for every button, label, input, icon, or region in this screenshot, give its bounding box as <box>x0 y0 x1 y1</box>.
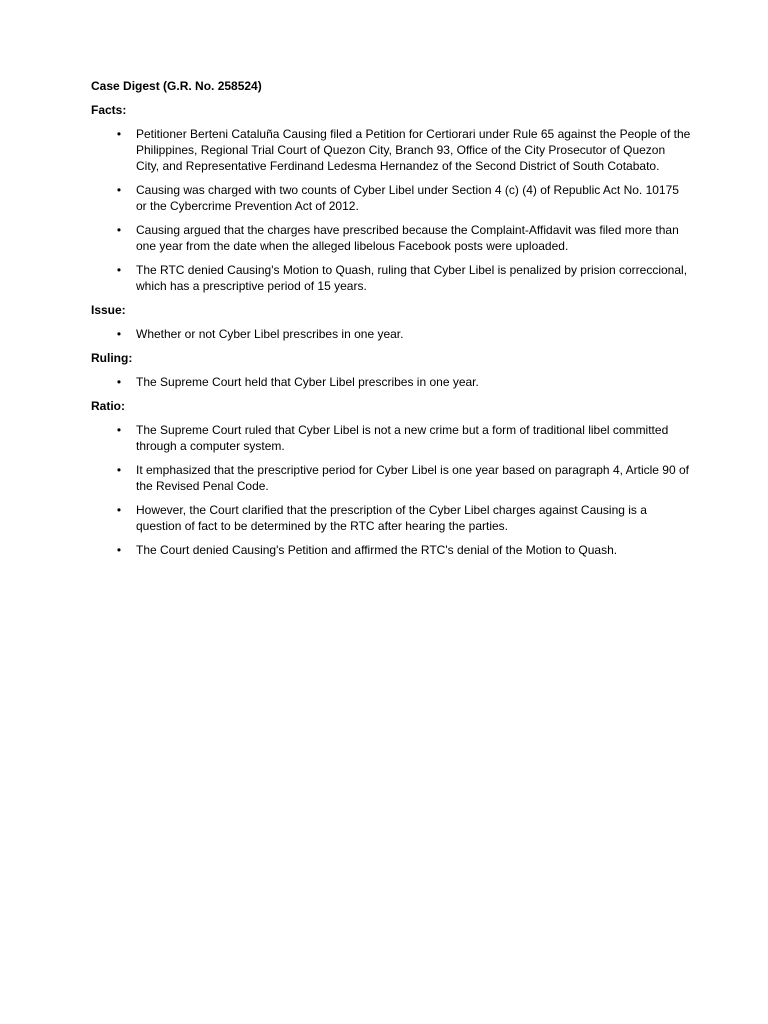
bullet-list <box>91 126 691 294</box>
list-item <box>91 502 691 534</box>
list-item <box>91 222 691 254</box>
section-ratio <box>91 398 691 558</box>
bullet-icon: • <box>116 327 122 341</box>
bullet-icon: • <box>116 423 122 437</box>
list-item <box>91 126 691 174</box>
bullet-list <box>91 422 691 558</box>
bullet-icon: • <box>116 183 122 197</box>
bullet-list <box>91 326 691 342</box>
section-issue <box>91 302 691 342</box>
list-item-text: However, the Court clarified that the prescription of the Cyber Libel charges against Causing is a question of fact to be determined by the RTC after hearing the parties. <box>136 503 647 533</box>
list-item-text: It emphasized that the prescriptive period for Cyber Libel is one year based on paragraph 4, Article 90 of the Revised Penal Code. <box>136 463 689 493</box>
section-facts <box>91 102 691 294</box>
section-heading: Facts: <box>91 103 127 117</box>
list-item <box>91 326 691 342</box>
section-ruling <box>91 350 691 390</box>
list-item-text: Causing was charged with two counts of Cyber Libel under Section 4 (c) (4) of Republic Act No. 10175 or the Cybercrime Prevention Act of 2012. <box>136 183 679 213</box>
list-item <box>91 262 691 294</box>
list-item <box>91 462 691 494</box>
bullet-icon: • <box>116 223 122 237</box>
section-heading: Ruling: <box>91 351 133 365</box>
list-item <box>91 374 691 390</box>
list-item-text: The RTC denied Causing's Motion to Quash, ruling that Cyber Libel is penalized by prision correccional, which has a prescriptive period of 15 years. <box>136 263 688 293</box>
bullet-icon: • <box>116 127 122 141</box>
bullet-icon: • <box>116 503 122 517</box>
bullet-icon: • <box>116 375 122 389</box>
list-item-text: Petitioner Berteni Cataluña Causing filed a Petition for Certiorari under Rule 65 against the People of the Philippines, Regional Trial Court of Quezon City, Branch 93, Office of the City Prosecutor of Quezon City, and Representative Ferdinand Ledesma Hernandez of the Second District of South Cotabato. <box>136 127 691 173</box>
bullet-icon: • <box>116 543 122 557</box>
document-title: Case Digest (G.R. No. 258524) <box>91 79 262 93</box>
list-item-text: The Court denied Causing's Petition and affirmed the RTC's denial of the Motion to Quash. <box>136 543 618 557</box>
document-content <box>91 78 691 566</box>
section-heading: Issue: <box>91 303 126 317</box>
bullet-list <box>91 374 691 390</box>
bullet-icon: • <box>116 463 122 477</box>
list-item <box>91 422 691 454</box>
list-item-text: Causing argued that the charges have prescribed because the Complaint-Affidavit was filed more than one year from the date when the alleged libelous Facebook posts were uploaded. <box>136 223 679 253</box>
list-item <box>91 182 691 214</box>
bullet-icon: • <box>116 263 122 277</box>
document-sections <box>91 102 691 558</box>
section-heading: Ratio: <box>91 399 125 413</box>
list-item-text: Whether or not Cyber Libel prescribes in one year. <box>136 327 404 341</box>
list-item-text: The Supreme Court ruled that Cyber Libel is not a new crime but a form of traditional libel committed through a computer system. <box>136 423 669 453</box>
list-item-text: The Supreme Court held that Cyber Libel prescribes in one year. <box>136 375 479 389</box>
list-item <box>91 542 691 558</box>
